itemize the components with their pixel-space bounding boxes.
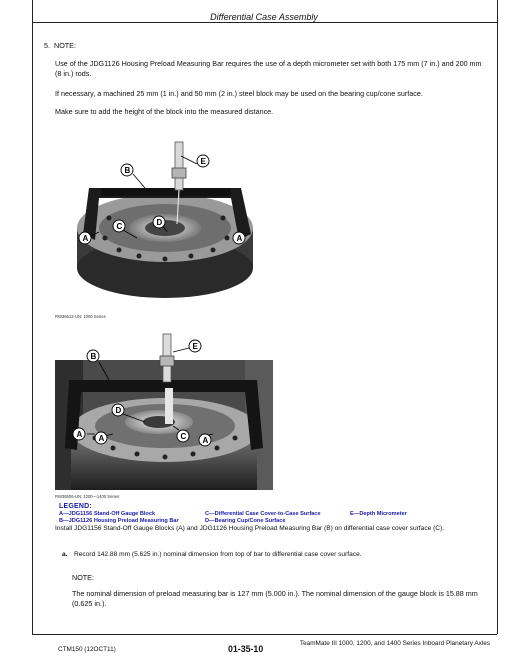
substep-label: a. <box>62 551 68 558</box>
figure-2-caption: RW36506-UN: 1200—1400 Series <box>55 494 120 499</box>
callout-d: D <box>156 218 163 227</box>
callout-e: E <box>200 157 206 166</box>
callout-b: B <box>124 166 131 175</box>
legend-item-d: D—Bearing Cup/Cone Surface <box>205 518 286 524</box>
figure-1200-1400-series-photo <box>55 330 273 490</box>
install-instruction: Install JDG1156 Stand-Off Gauge Blocks (A) and JDG1126 Housing Preload Measuring Bar (B) on differential case cover surface (C). <box>55 525 445 532</box>
legend-item-c: C—Differential Case Cover-to-Case Surface <box>205 511 321 517</box>
legend-item-a: A—JDG1156 Stand-Off Gauge Block <box>59 511 156 517</box>
section-title: Differential Case Assembly <box>210 12 318 22</box>
note-2-text: The nominal dimension of preload measuring bar is 127 mm (5.000 in.). The nominal dimension of the gauge block is 15.88 mm (0.625 in.). <box>72 589 478 608</box>
callout-a-right: A <box>236 234 243 243</box>
figure-1000-series-photo <box>55 128 265 306</box>
legend-title: LEGEND: <box>59 503 92 510</box>
note-paragraph-3: Make sure to add the height of the block into the measured distance. <box>55 107 274 116</box>
note-paragraph-1: Use of the JDG1126 Housing Preload Measuring Bar requires the use of a depth micrometer set with both 175 mm (7 in.) and 200 mm (8 in.) rods. <box>55 59 482 78</box>
callout-a-left: A <box>76 430 83 439</box>
callout-c: C <box>180 432 187 441</box>
callout-e: E <box>192 342 198 351</box>
note-2-label: NOTE: <box>72 573 94 582</box>
header-rule <box>32 22 497 23</box>
legend-item-b: B—JDG1126 Housing Preload Measuring Bar <box>59 518 179 524</box>
footer-manual-title: TeamMate III 1000, 1200, and 1400 Series Inboard Planetary Axles <box>299 640 490 647</box>
footer-doc-id: CTM150 (12OCT11) <box>58 646 116 653</box>
callout-a-right: A <box>202 436 209 445</box>
note-paragraph-2: If necessary, a machined 25 mm (1 in.) and 50 mm (2 in.) steel block may be used on the bearing cup/cone surface. <box>55 89 423 98</box>
figure-1-caption: RW36512-UN: 1000 Series <box>55 314 106 319</box>
legend-item-e: E—Depth Micrometer <box>350 511 407 517</box>
callout-d: D <box>115 406 122 415</box>
callout-b: B <box>90 352 97 361</box>
substep-text: Record 142.88 mm (5.625 in.) nominal dimension from top of bar to differential case cover surface. <box>74 551 362 558</box>
note-label: NOTE: <box>54 41 76 50</box>
callout-a-center: A <box>98 434 105 443</box>
footer-page-number: 01-35-10 <box>228 644 264 654</box>
footer-rule <box>32 634 497 635</box>
callout-a-left: A <box>82 234 89 243</box>
callout-c: C <box>116 222 123 231</box>
step-number: 5. <box>44 41 50 50</box>
